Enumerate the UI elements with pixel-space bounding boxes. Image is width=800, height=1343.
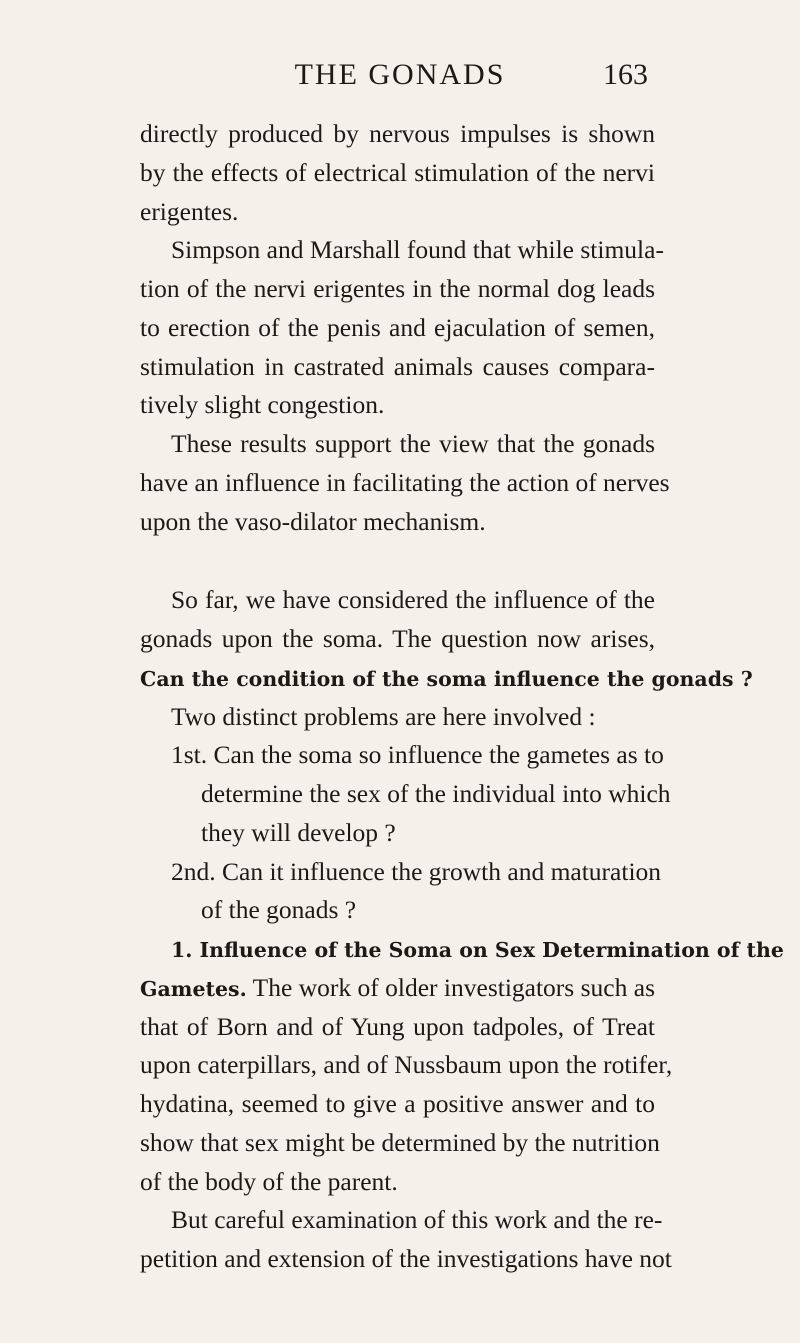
text-run: upon the vaso-dilator mechanism.: [140, 506, 486, 536]
text-run: determine the sex of the individual into which: [201, 779, 671, 808]
text-line: [171, 232, 664, 268]
bold-run: Gametes.: [140, 976, 247, 1001]
text-run: stimulation in castrated animals causes compara-: [140, 351, 655, 381]
text-line: [140, 621, 655, 657]
page-number: 163: [603, 58, 648, 91]
text-run: that of Born and of Yung upon tadpoles, of Treat: [140, 1011, 655, 1041]
text-run: tively slight congestion.: [140, 390, 385, 420]
text-line: [171, 931, 784, 967]
text-run: 1st. Can the soma so influence the gametes as to: [171, 740, 664, 770]
text-run: petition and extension of the investigations have not: [140, 1244, 672, 1273]
text-line: [201, 815, 655, 851]
text-run: of the body of the parent.: [140, 1166, 398, 1196]
text-run: So far, we have considered the influence of the: [171, 585, 655, 615]
text-run: of the gonads ?: [201, 895, 357, 925]
running-head: [0, 58, 800, 98]
text-run: show that sex might be determined by the nutrition: [140, 1127, 660, 1157]
text-run: hydatina, seemed to give a positive answer and to: [140, 1089, 655, 1118]
text-line: [140, 1125, 660, 1161]
text-line: [171, 1202, 663, 1238]
text-run: tion of the nervi erigentes in the normal dog leads: [140, 274, 655, 303]
text-run: by the effects of electrical stimulation of the nervi: [140, 157, 655, 187]
text-line: [171, 699, 655, 735]
text-run: directly produced by nervous impulses is shown: [140, 119, 655, 148]
running-title: THE GONADS: [294, 58, 506, 91]
text-line: [140, 310, 655, 346]
text-line: [201, 892, 655, 928]
bold-run: 1. Influence of the Soma on Sex Determination of the: [171, 938, 784, 962]
text-line: [171, 854, 662, 890]
text-line: [140, 660, 753, 696]
text-run: erigentes.: [140, 196, 239, 226]
text-line: [140, 349, 655, 385]
bold-run: Can the condition of the soma influence the gonads ?: [140, 666, 753, 691]
text-line: [140, 1009, 655, 1045]
text-run: Two distinct problems are here involved :: [171, 701, 596, 731]
text-run: gonads upon the soma. The question now arises,: [140, 624, 655, 653]
text-line: [140, 387, 655, 423]
text-line: [140, 116, 655, 152]
text-run: upon caterpillars, and of Nussbaum upon the rotifer,: [140, 1050, 673, 1080]
text-run: to erection of the penis and ejaculation of semen,: [140, 312, 655, 342]
text-line: [140, 194, 655, 230]
text-line: [171, 582, 655, 618]
text-line: [140, 970, 655, 1006]
text-run: The work of older investigators such as: [246, 972, 655, 1002]
text-run: 2nd. Can it influence the growth and maturation: [171, 856, 662, 886]
text-line: [140, 1047, 673, 1083]
text-run: Simpson and Marshall found that while stimula-: [171, 235, 664, 265]
text-run: have an influence in facilitating the action of nerves: [140, 467, 670, 497]
text-line: [140, 271, 655, 307]
text-line: [140, 504, 655, 540]
text-line: [171, 737, 664, 773]
text-line: [140, 465, 670, 501]
text-line: [140, 155, 655, 191]
text-line: [140, 1086, 655, 1122]
text-run: they will develop ?: [201, 817, 396, 847]
text-run: But careful examination of this work and the re-: [171, 1205, 663, 1235]
text-line: [171, 426, 655, 462]
text-run: These results support the view that the gonads: [171, 429, 655, 458]
text-line: [140, 1164, 655, 1200]
text-line: [140, 1241, 672, 1277]
text-line: [201, 776, 671, 812]
